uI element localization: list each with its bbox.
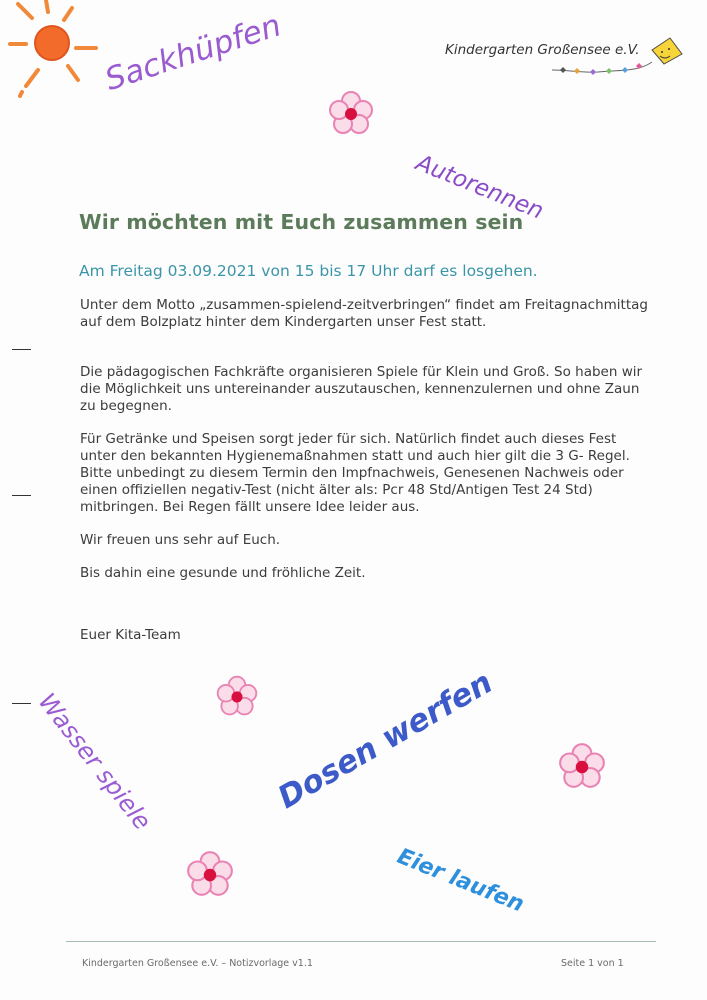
paragraph-games: Die pädagogischen Fachkräfte organisieren Spiele für Klein und Groß. So haben wir die Möglichkeit uns untereinander auszutauschen, kennenzulernen und ohne Zaun zu begegnen. <box>80 364 643 414</box>
flower-drawing <box>214 673 260 719</box>
footer-page-number: Seite 1 von 1 <box>561 958 624 969</box>
handwritten-dosenwerfen: Dosen werfen <box>272 664 499 816</box>
paragraph-looking-forward: Wir freuen uns sehr auf Euch. <box>80 532 281 548</box>
signature-text: Euer Kita-Team <box>80 627 181 643</box>
paragraph-motto: Unter dem Motto „zusammen-spielend-zeitverbringen“ findet am Freitagnachmittag auf dem Bolzplatz hinter dem Kindergarten unser Fest statt. <box>80 297 648 330</box>
flower-drawing <box>184 848 236 900</box>
paragraph-greeting: Bis dahin eine gesunde und fröhliche Zeit. <box>80 565 366 581</box>
paragraph-hygiene: Für Getränke und Speisen sorgt jeder für sich. Natürlich findet auch dieses Fest unter den bekannten Hygienemaßnahmen statt und auch hier gilt die 3 G- Regel. Bitte unbedingt zu diesem Termin den Impfnachweis, Genesenen Nachweis oder einen offiziellen negativ-Test (nicht älter als: Pcr 48 Std/Antigen Test 24 Std) mitbringen. Bei Regen fällt unsere Idee leider aus. <box>80 431 630 515</box>
page-title: Wir möchten mit Euch zusammen sein <box>79 210 524 234</box>
fold-mark <box>12 349 31 350</box>
handwritten-autorennen: Autorennen <box>412 150 548 225</box>
handwritten-sackhuepfen: Sackhüpfen <box>100 7 286 99</box>
handwritten-eierlaufen: Eier laufen <box>393 844 528 918</box>
footer-divider <box>66 941 656 942</box>
footer-template-name: Kindergarten Großensee e.V. – Notizvorlage v1.1 <box>82 958 313 969</box>
flower-drawing <box>556 740 608 792</box>
handwritten-wasserspiele: Wasser spiele <box>32 688 157 836</box>
fold-mark <box>12 495 31 496</box>
logo-text: Kindergarten Großensee e.V. <box>445 42 640 58</box>
flower-drawing <box>326 88 376 138</box>
event-date-subheading: Am Freitag 03.09.2021 von 15 bis 17 Uhr darf es losgehen. <box>79 262 538 280</box>
sun-drawing <box>0 0 110 100</box>
fold-mark <box>12 703 31 704</box>
kite-logo-icon <box>548 36 688 84</box>
